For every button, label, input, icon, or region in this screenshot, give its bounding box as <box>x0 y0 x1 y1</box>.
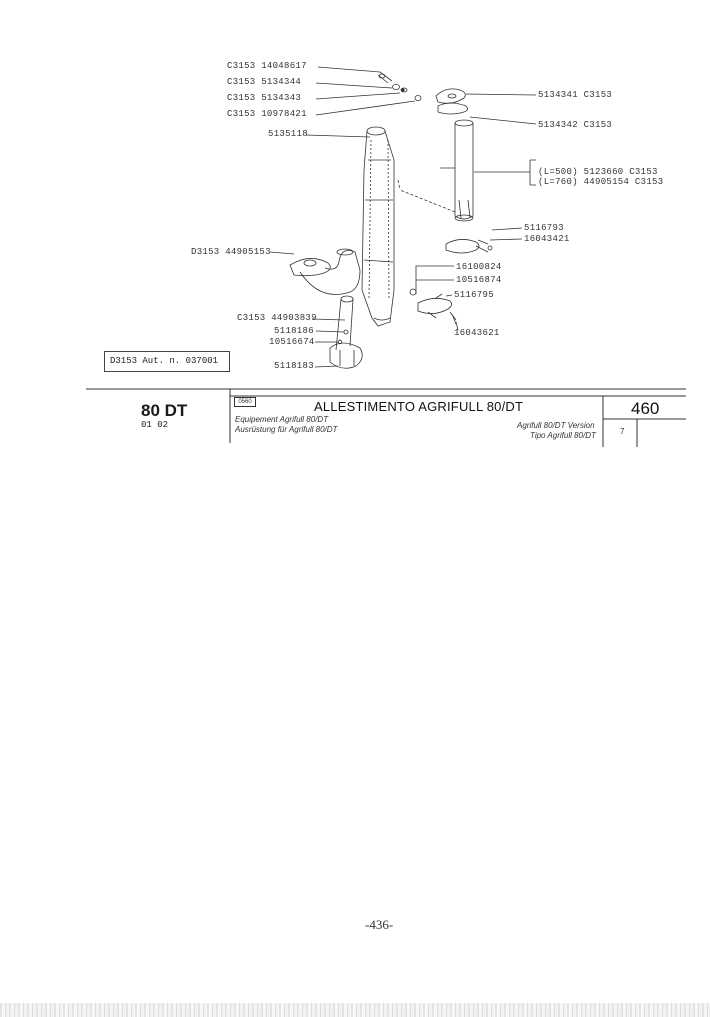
callout-5123660: (L=500) 5123660 C3153 <box>538 167 658 177</box>
subtitle-es: Tipo Agrifull 80/DT <box>530 431 596 440</box>
subtitle-fr: Equipement Agrifull 80/DT <box>235 415 329 424</box>
callout-5135118: 5135118 <box>268 129 308 139</box>
section-title: ALLESTIMENTO AGRIFULL 80/DT <box>314 399 524 414</box>
callout-16043421: 16043421 <box>524 234 570 244</box>
callout-10978421: C3153 10978421 <box>227 109 307 119</box>
subtitle-en: Agrifull 80/DT Version <box>517 421 595 430</box>
callout-44903839: C3153 44903839 <box>237 313 317 323</box>
sheet-number: 7 <box>620 427 625 436</box>
callout-44905154: (L=760) 44905154 C3153 <box>538 177 664 187</box>
callout-5118186: 5118186 <box>274 326 314 336</box>
callout-5134341: 5134341 C3153 <box>538 90 613 100</box>
scan-edge <box>0 1003 710 1017</box>
callout-5116795: 5116795 <box>454 290 494 300</box>
callout-5134342: 5134342 C3153 <box>538 120 613 130</box>
page-number: 460 <box>631 399 660 418</box>
callout-16100824: 16100824 <box>456 262 502 272</box>
callout-5116793: 5116793 <box>524 223 564 233</box>
callout-16043621: 16043621 <box>454 328 500 338</box>
reference-box: D3153 Aut. n. 037001 <box>104 351 230 372</box>
callout-5118183: 5118183 <box>274 361 314 371</box>
subtitle-de: Ausrüstung für Agrifull 80/DT <box>235 425 338 434</box>
footer-page-number: -436- <box>365 917 394 932</box>
callout-5134344: C3153 5134344 <box>227 77 302 87</box>
callout-14048617: C3153 14048617 <box>227 61 307 71</box>
callout-10516874: 10516874 <box>456 275 502 285</box>
callout-10516674: 10516674 <box>269 337 315 347</box>
model-code: 01 02 <box>141 420 169 430</box>
callout-5134343: C3153 5134343 <box>227 93 302 103</box>
model-name: 80 DT <box>141 401 188 420</box>
section-tag: 0560 <box>234 397 256 407</box>
callout-44905153: D3153 44905153 <box>191 247 271 257</box>
